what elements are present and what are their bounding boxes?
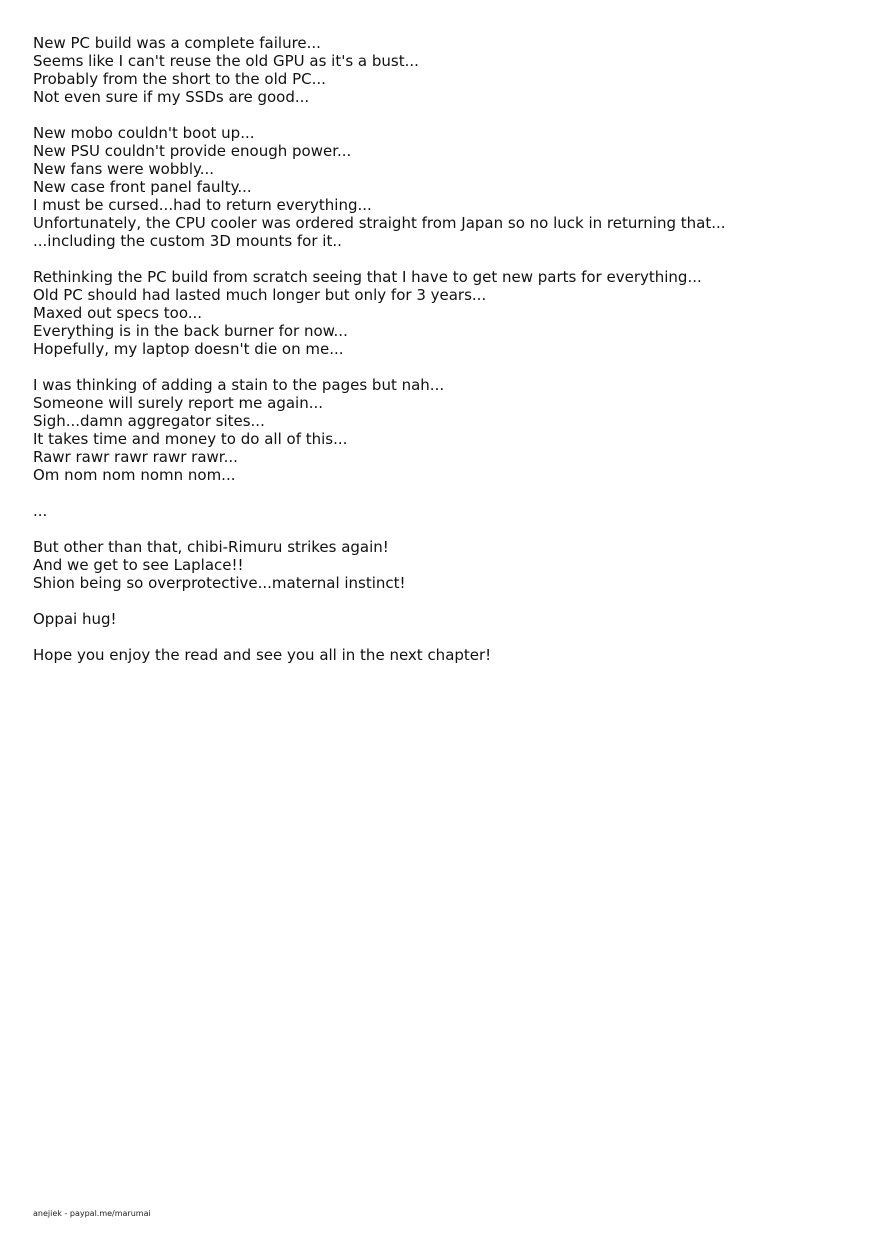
text-line: Someone will surely report me again... bbox=[33, 394, 324, 412]
text-line: Sigh...damn aggregator sites... bbox=[33, 412, 265, 430]
text-line: It takes time and money to do all of this... bbox=[33, 430, 348, 448]
text-line: New case front panel faulty... bbox=[33, 178, 252, 196]
translator-note bbox=[33, 34, 853, 682]
text-line: Probably from the short to the old PC... bbox=[33, 70, 326, 88]
paragraph-hug bbox=[33, 610, 853, 628]
text-line: And we get to see Laplace!! bbox=[33, 556, 244, 574]
paragraph-chapter-highlights bbox=[33, 538, 853, 592]
text-line: New mobo couldn't boot up... bbox=[33, 124, 255, 142]
text-line: Seems like I can't reuse the old GPU as it's a bust... bbox=[33, 52, 419, 70]
text-line: Maxed out specs too... bbox=[33, 304, 203, 322]
paragraph-rethinking bbox=[33, 268, 853, 358]
text-line: Om nom nom nomn nom... bbox=[33, 466, 236, 484]
text-line: I must be cursed...had to return everything... bbox=[33, 196, 372, 214]
paragraph-stain bbox=[33, 376, 853, 484]
text-line: Hope you enjoy the read and see you all in the next chapter! bbox=[33, 646, 492, 664]
text-line: New PC build was a complete failure... bbox=[33, 34, 321, 52]
text-line: ... bbox=[33, 502, 48, 520]
paragraph-pc-failure bbox=[33, 34, 853, 106]
footer-credit: anejiek - paypal.me/marumai bbox=[33, 1209, 151, 1218]
text-line: Rethinking the PC build from scratch seeing that I have to get new parts for everything... bbox=[33, 268, 702, 286]
text-line: I was thinking of adding a stain to the pages but nah... bbox=[33, 376, 445, 394]
text-line: Hopefully, my laptop doesn't die on me... bbox=[33, 340, 344, 358]
text-line: Not even sure if my SSDs are good... bbox=[33, 88, 310, 106]
text-line: Everything is in the back burner for now... bbox=[33, 322, 348, 340]
text-line: Old PC should had lasted much longer but only for 3 years... bbox=[33, 286, 487, 304]
text-line: New fans were wobbly... bbox=[33, 160, 215, 178]
text-line: ...including the custom 3D mounts for it.. bbox=[33, 232, 342, 250]
text-line: Rawr rawr rawr rawr rawr... bbox=[33, 448, 238, 466]
paragraph-ellipsis bbox=[33, 502, 853, 520]
paragraph-parts-failure bbox=[33, 124, 853, 250]
text-line: Unfortunately, the CPU cooler was ordered straight from Japan so no luck in returning that... bbox=[33, 214, 726, 232]
paragraph-closing bbox=[33, 646, 853, 664]
text-line: New PSU couldn't provide enough power... bbox=[33, 142, 352, 160]
text-line: Shion being so overprotective...maternal instinct! bbox=[33, 574, 406, 592]
text-line: But other than that, chibi-Rimuru strikes again! bbox=[33, 538, 389, 556]
text-line: Oppai hug! bbox=[33, 610, 117, 628]
